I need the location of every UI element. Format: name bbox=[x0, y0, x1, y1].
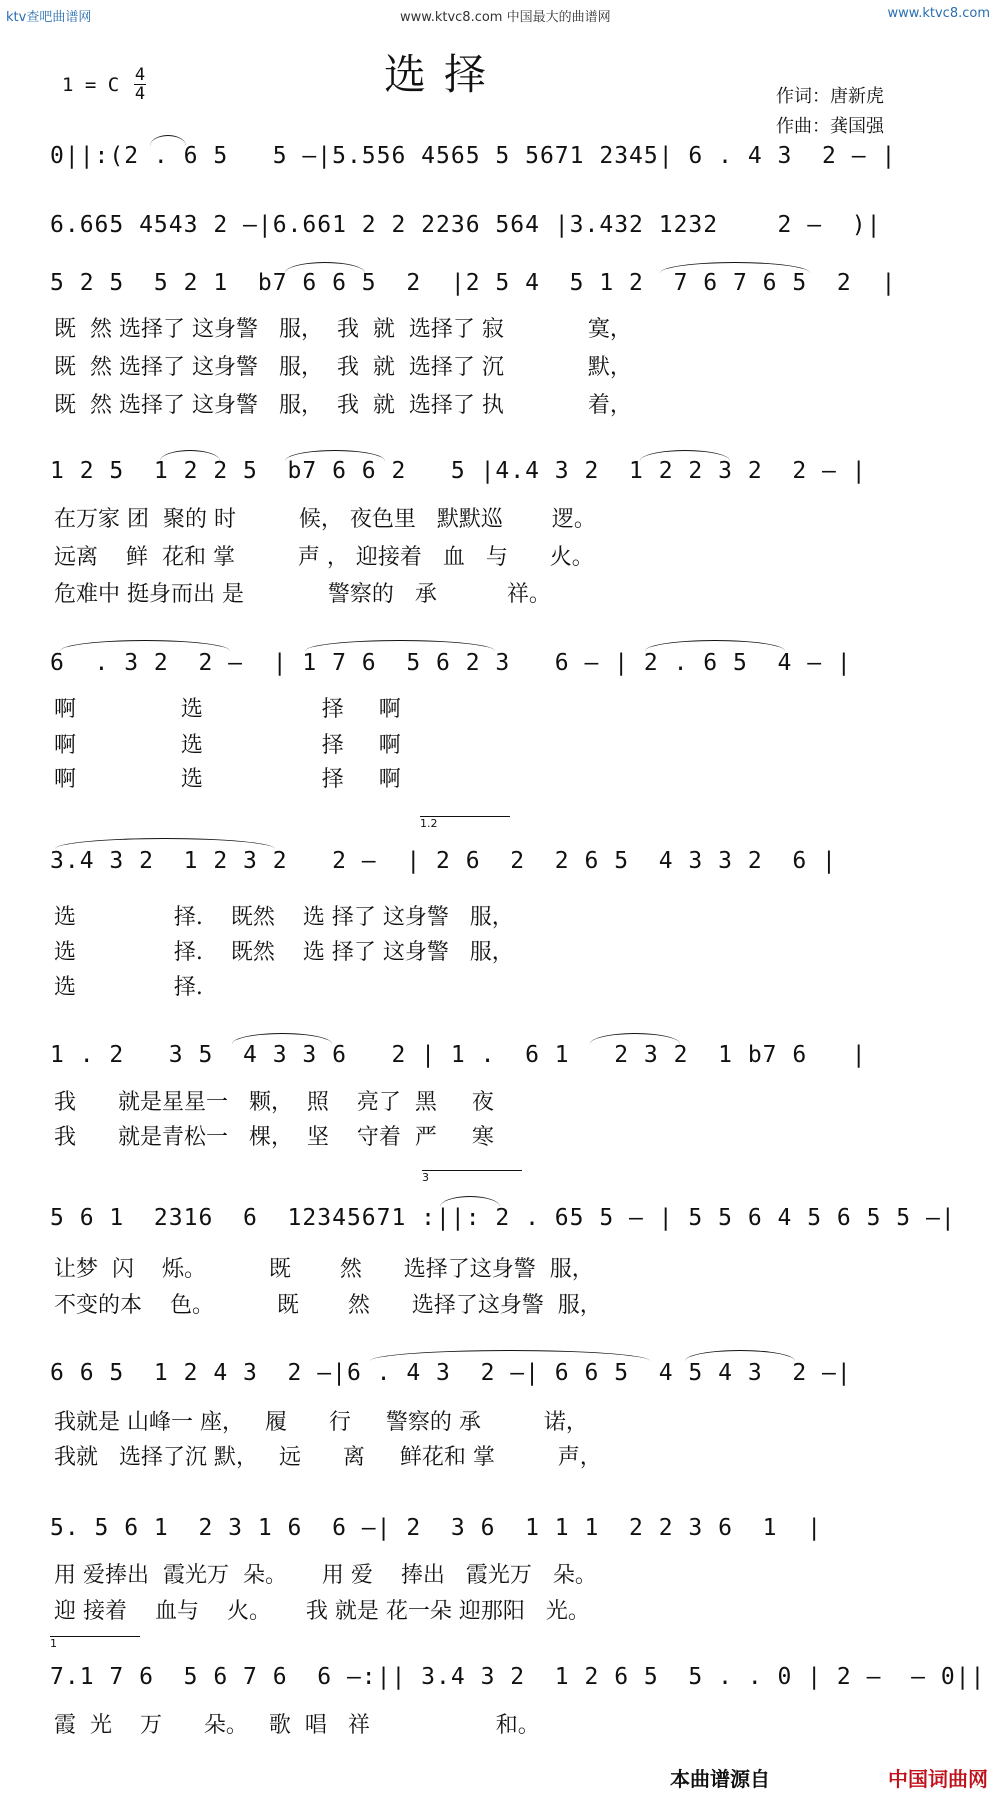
lyric-line: 霞 光 万 朵。 歌 唱 祥 和。 bbox=[54, 1713, 540, 1738]
footer-site-link[interactable]: 中国词曲网 bbox=[888, 1767, 988, 1791]
notation-line-8: 5 6 1 2316 6 12345671 :||: 2 . 65 5 — | 5 5 6 4 5 6 5 5 —| bbox=[50, 1205, 956, 1231]
footer-source-label: 本曲谱源自 bbox=[670, 1767, 770, 1791]
lyric-line: 既 然 选择了 这身警 服， 我 就 选择了 寂 寞， bbox=[54, 317, 632, 342]
lyric-line: 啊 选 择 啊 bbox=[54, 697, 401, 722]
notation-line-9: 6 6 5 1 2 4 3 2 —|6 . 4 3 2 —| 6 6 5 4 5 4 3 2 —| bbox=[50, 1360, 852, 1386]
slur-arc bbox=[640, 450, 730, 461]
lyric-line: 用 爱捧出 霞光万 朵。 用 爱 捧出 霞光万 朵。 bbox=[54, 1563, 597, 1588]
notation-line-11: 7.1 7 6 5 6 7 6 6 —:|| 3.4 3 2 1 2 6 5 5 . . 0 | 2 — — 0|| bbox=[50, 1664, 986, 1690]
site-url-right: www.ktvc8.com bbox=[887, 6, 990, 21]
lyric-line: 啊 选 择 啊 bbox=[54, 767, 401, 792]
slur-arc bbox=[305, 640, 495, 651]
slur-arc bbox=[285, 450, 385, 461]
lyric-line: 远离 鲜 花和 掌 声 ， 迎接着 血 与 火。 bbox=[54, 545, 594, 570]
lyric-line: 我就是 山峰一 座， 履 行 警察的 承 诺， bbox=[54, 1410, 588, 1435]
meter-bottom: 4 bbox=[134, 84, 146, 104]
volta-1-2: 1.2 bbox=[420, 816, 510, 830]
lyric-line: 啊 选 择 啊 bbox=[54, 733, 401, 758]
slur-arc bbox=[660, 262, 810, 273]
lyric-line: 迎 接着 血与 火。 我 就是 花一朵 迎那阳 光。 bbox=[54, 1599, 590, 1624]
lyric-line: 既 然 选择了 这身警 服， 我 就 选择了 执 着， bbox=[54, 393, 632, 418]
slur-arc bbox=[685, 1350, 795, 1361]
lyric-line: 选 择. bbox=[54, 975, 203, 1000]
slur-arc bbox=[440, 1196, 500, 1207]
volta-1: 1 bbox=[50, 1636, 140, 1650]
slur-arc bbox=[55, 838, 275, 849]
slur-arc bbox=[60, 640, 230, 651]
lyric-line: 既 然 选择了 这身警 服， 我 就 选择了 沉 默， bbox=[54, 355, 632, 380]
lyric-line: 在万家 团 聚的 时 候， 夜色里 默默巡 逻。 bbox=[54, 507, 596, 532]
notation-line-10: 5. 5 6 1 2 3 1 6 6 —| 2 3 6 1 1 1 2 2 3 6 1 | bbox=[50, 1515, 823, 1541]
lyric-line: 我就 选择了沉 默， 远 离 鲜花和 掌 声， bbox=[54, 1445, 602, 1470]
lyric-line: 选 择. 既然 选 择了 这身警 服， bbox=[54, 940, 514, 965]
slur-arc bbox=[232, 1033, 332, 1044]
volta-3: 3 bbox=[422, 1170, 522, 1184]
notation-line-3: 5 2 5 5 2 1 b7 6 6 5 2 |2 5 4 5 1 2 7 6 7 6 5 2 | bbox=[50, 270, 897, 296]
site-logo-text: ktv查吧曲谱网 bbox=[6, 10, 92, 25]
key-signature: 1 = C bbox=[62, 74, 120, 96]
meter-top: 4 bbox=[134, 65, 146, 85]
lyric-line: 我 就是青松一 棵， 坚 守着 严 寒 bbox=[54, 1125, 494, 1150]
lyric-line: 让梦 闪 烁。 既 然 选择了这身警 服， bbox=[54, 1257, 594, 1282]
slur-arc bbox=[370, 1350, 650, 1361]
slur-arc bbox=[150, 135, 186, 146]
notation-line-4: 1 2 5 1 2 2 5 b7 6 6 2 5 |4.4 3 2 1 2 2 3 2 2 — | bbox=[50, 458, 867, 484]
site-url-center: www.ktvc8.com 中国最大的曲谱网 bbox=[400, 10, 611, 25]
song-title: 选择 bbox=[384, 50, 505, 99]
notation-line-7: 1 . 2 3 5 4 3 3 6 2 | 1 . 6 1 2 3 2 1 b7 6 | bbox=[50, 1042, 867, 1068]
credits bbox=[776, 82, 884, 142]
slur-arc bbox=[285, 262, 365, 273]
notation-line-2: 6.665 4543 2 —|6.661 2 2 2236 564 |3.432 1232 2 — )| bbox=[50, 212, 882, 238]
notation-line-1: 0||:(2 . 6 5 5 —|5.556 4565 5 5671 2345| 6 . 4 3 2 — | bbox=[50, 143, 897, 169]
slur-arc bbox=[645, 640, 785, 651]
slur-arc bbox=[590, 1033, 680, 1044]
time-signature bbox=[134, 66, 146, 103]
notation-line-5: 6 . 3 2 2 — | 1 7 6 5 6 2 3 6 — | 2 . 6 5 4 — | bbox=[50, 650, 852, 676]
lyric-line: 我 就是星星一 颗， 照 亮了 黑 夜 bbox=[54, 1090, 494, 1115]
slur-arc bbox=[160, 450, 220, 461]
lyric-line: 危难中 挺身而出 是 警察的 承 祥。 bbox=[54, 582, 551, 607]
notation-line-6: 3.4 3 2 1 2 3 2 2 — | 2 6 2 2 6 5 4 3 3 2 6 | bbox=[50, 848, 837, 874]
composer: 作曲：龚国强 bbox=[776, 116, 884, 137]
lyricist: 作词：唐新虎 bbox=[776, 86, 884, 107]
lyric-line: 不变的本 色。 既 然 选择了这身警 服， bbox=[54, 1293, 602, 1318]
lyric-line: 选 择. 既然 选 择了 这身警 服， bbox=[54, 905, 514, 930]
